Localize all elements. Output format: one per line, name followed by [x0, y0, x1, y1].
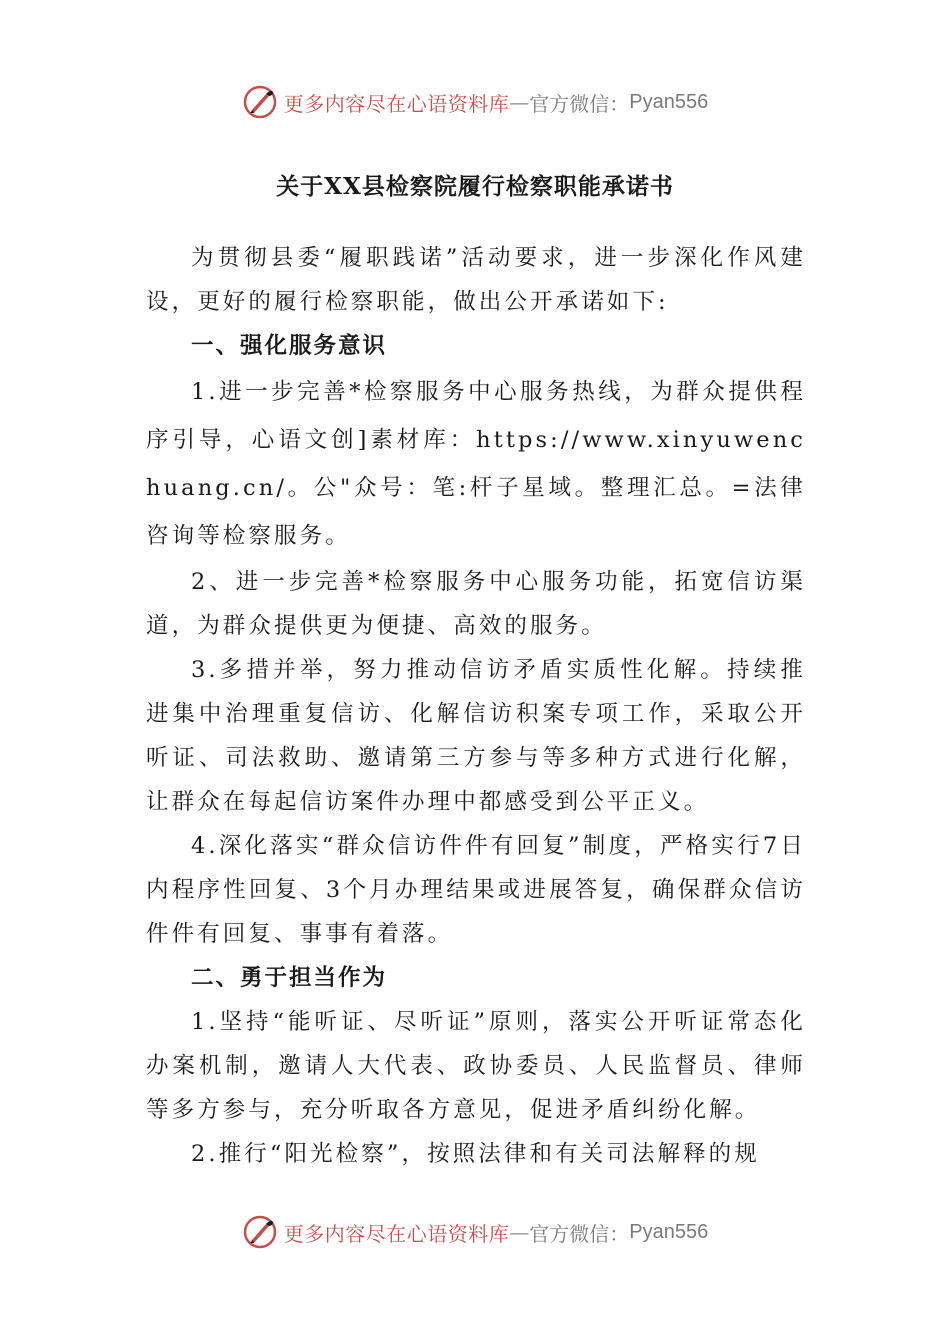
quill-pen-logo-icon	[242, 1214, 278, 1250]
banner-main-text: 更多内容尽在心语资料库	[283, 1221, 510, 1246]
banner-dash: —	[509, 1220, 530, 1244]
section-2-item-2: 2.推行“阳光检察”，按照法律和有关司法解释的规	[191, 1141, 760, 1167]
document-title: 关于XX县检察院履行检察职能承诺书	[276, 173, 674, 200]
watermark-banner-bottom	[0, 1210, 950, 1254]
section-1-item-3: 3.多措并举，努力推动信访矛盾实质性化解。持续推进集中治理重复信访、化解信访积案专项工作，采取公开听证、司法救助、邀请第三方参与等多种方式进行化解，让群众在每起信访案件办理中都感受到公平正义。	[146, 657, 806, 815]
section-heading-2: 二、勇于担当作为	[191, 965, 388, 991]
banner-wechat-id: Pyan556	[629, 1220, 709, 1243]
banner-sub-text: 官方微信：	[529, 1221, 630, 1246]
quill-pen-logo-icon	[242, 84, 278, 120]
banner-sub-text: 官方微信：	[529, 91, 630, 116]
section-1-item-4: 4.深化落实“群众信访件件有回复”制度，严格实行7日内程序性回复、3个月办理结果或进展答复，确保群众信访件件有回复、事事有着落。	[146, 833, 806, 947]
banner-wechat-id: Pyan556	[629, 90, 709, 113]
section-1-item-1: 1.进一步完善*检察服务中心服务热线，为群众提供程序引导，心语文创]素材库：https://www.xinyuwenchuang.cn/。公"众号：笔:杆子星域。整理汇总。=法律咨询等检察服务。	[146, 379, 806, 549]
banner-main-text: 更多内容尽在心语资料库	[283, 91, 510, 116]
section-2-item-1: 1.坚持“能听证、尽听证”原则，落实公开听证常态化办案机制，邀请人大代表、政协委员、人民监督员、律师等多方参与，充分听取各方意见，促进矛盾纠纷化解。	[146, 1009, 806, 1123]
section-heading-1: 一、强化服务意识	[191, 333, 388, 359]
document-body	[146, 236, 806, 1176]
section-1-item-2: 2、进一步完善*检察服务中心服务功能，拓宽信访渠道，为群众提供更为便捷、高效的服务。	[146, 569, 806, 639]
watermark-banner-top	[0, 80, 950, 124]
intro-paragraph: 为贯彻县委“履职践诺”活动要求，进一步深化作风建设，更好的履行检察职能，做出公开承诺如下:	[146, 245, 806, 315]
banner-dash: —	[509, 90, 530, 114]
